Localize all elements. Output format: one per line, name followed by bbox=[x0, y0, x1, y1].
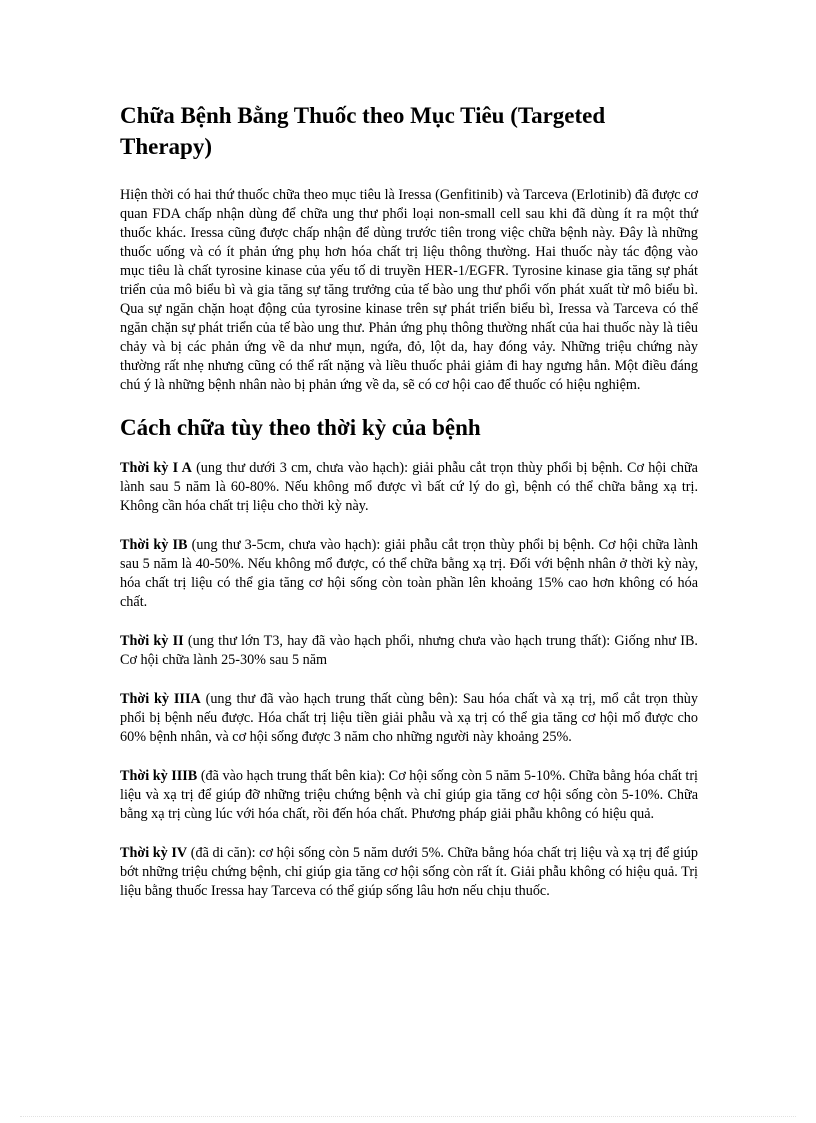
stage-paragraph-ii bbox=[120, 632, 698, 670]
stage-label: Thời kỳ IV bbox=[120, 845, 188, 861]
stage-paragraph-iiib bbox=[120, 767, 698, 824]
stage-label: Thời kỳ IB bbox=[120, 537, 188, 553]
stage-text: (ung thư 3-5cm, chưa vào hạch): giải phẫu cắt trọn thùy phổi bị bệnh. Cơ hội chữa lành sau 5 năm là 40-50%. Nếu không mổ được, có thể chữa bằng xạ trị. Đối với bệnh nhân ở thời kỳ này, hóa chất trị liệu có thể gia tăng cơ hội sống còn toàn phần lên khoảng 15% cao hơn không có hóa chất. bbox=[120, 537, 698, 610]
page-bottom-divider bbox=[20, 1116, 796, 1117]
stage-text: (đã di căn): cơ hội sống còn 5 năm dưới 5%. Chữa bằng hóa chất trị liệu và xạ trị để giúp bớt những triệu chứng bệnh, chỉ giúp gia tăng cơ hội sống còn rất ít. Giải phẫu không có hiệu quả. Trị liệu bằng thuốc Iressa hay Tarceva có thể giúp sống lâu hơn nếu chịu thuốc. bbox=[120, 845, 698, 899]
document-title: Chữa Bệnh Bằng Thuốc theo Mục Tiêu (Targeted Therapy) bbox=[120, 103, 606, 159]
stage-text: (ung thư lớn T3, hay đã vào hạch phổi, nhưng chưa vào hạch trung thất): Giống như IB. Cơ hội chữa lành 25-30% sau 5 năm bbox=[120, 633, 698, 668]
stage-paragraph-ia bbox=[120, 459, 698, 516]
section-heading: Cách chữa tùy theo thời kỳ của bệnh bbox=[120, 415, 481, 440]
stage-text: (ung thư đã vào hạch trung thất cùng bên): Sau hóa chất và xạ trị, mổ cắt trọn thùy phổi bị bệnh nếu được. Hóa chất trị liệu tiền giải phẫu và xạ trị có thể gia tăng cơ hội mổ được cho 60% bệnh nhân, và cơ hội sống được 3 năm cho những người này khoảng 25%. bbox=[120, 691, 698, 745]
stage-label: Thời kỳ IIIA bbox=[120, 691, 201, 707]
stage-label: Thời kỳ II bbox=[120, 633, 184, 649]
stage-text: (đã vào hạch trung thất bên kia): Cơ hội sống còn 5 năm 5-10%. Chữa bằng hóa chất trị liệu và xạ trị để giúp đỡ những triệu chứng bệnh và chỉ giúp gia tăng cơ hội sống còn 5-10%. Chữa bằng xạ trị cùng lúc với hóa chất, rồi đến hóa chất. Phương pháp giải phẫu không có hiệu quả. bbox=[120, 768, 698, 822]
stage-paragraph-iiia bbox=[120, 690, 698, 747]
stage-paragraph-ib bbox=[120, 536, 698, 612]
stage-label: Thời kỳ I A bbox=[120, 460, 192, 476]
stage-label: Thời kỳ IIIB bbox=[120, 768, 198, 784]
stage-text: (ung thư dưới 3 cm, chưa vào hạch): giải phẫu cắt trọn thùy phổi bị bệnh. Cơ hội chữa lành sau 5 năm là 60-80%. Nếu không mổ được vì bất cứ lý do gì, bệnh có thể chữa bằng xạ trị. Không cần hóa chất trị liệu cho thời kỳ này. bbox=[120, 460, 698, 514]
stage-paragraph-iv bbox=[120, 844, 698, 901]
intro-paragraph: Hiện thời có hai thứ thuốc chữa theo mục tiêu là Iressa (Genfitinib) và Tarceva (Erlotinib) đã được cơ quan FDA chấp nhận dùng để chữa ung thư phổi loại non-small cell sau khi đã dùng ít ra một thứ thuốc khác. Iressa cũng được chấp nhận để dùng trước tiên trong việc chữa bệnh này. Đây là những thuốc uống và có ít phản ứng phụ hơn hóa chất trị liệu thông thường. Hai thuốc này tác động vào mục tiêu là chất tyrosine kinase của yếu tố di truyền HER-1/EGFR. Tyrosine kinase gia tăng sự phát triển của mô biểu bì và gia tăng sự tăng trưởng của tế bào ung thư phổi vốn phát xuất từ mô biểu bì. Qua sự ngăn chặn hoạt động của tyrosine kinase trên sự phát triển biểu bì, Iressa và Tarceva có thể ngăn chặn sự phát triển của tế bào ung thư. Phản ứng phụ thông thường nhất của hai thuốc này là tiêu chảy và bị các phản ứng về da như mụn, ngứa, đỏ, lột da, hay đóng vảy. Những triệu chứng này thường rất nhẹ nhưng cũng có thể rất nặng và liều thuốc phải giảm đi hay ngưng hẳn. Một điều đáng chú ý là những bệnh nhân nào bị phản ứng về da, sẽ có cơ hội cao để thuốc có hiệu nghiệm. bbox=[120, 187, 698, 393]
document-page bbox=[120, 100, 698, 921]
